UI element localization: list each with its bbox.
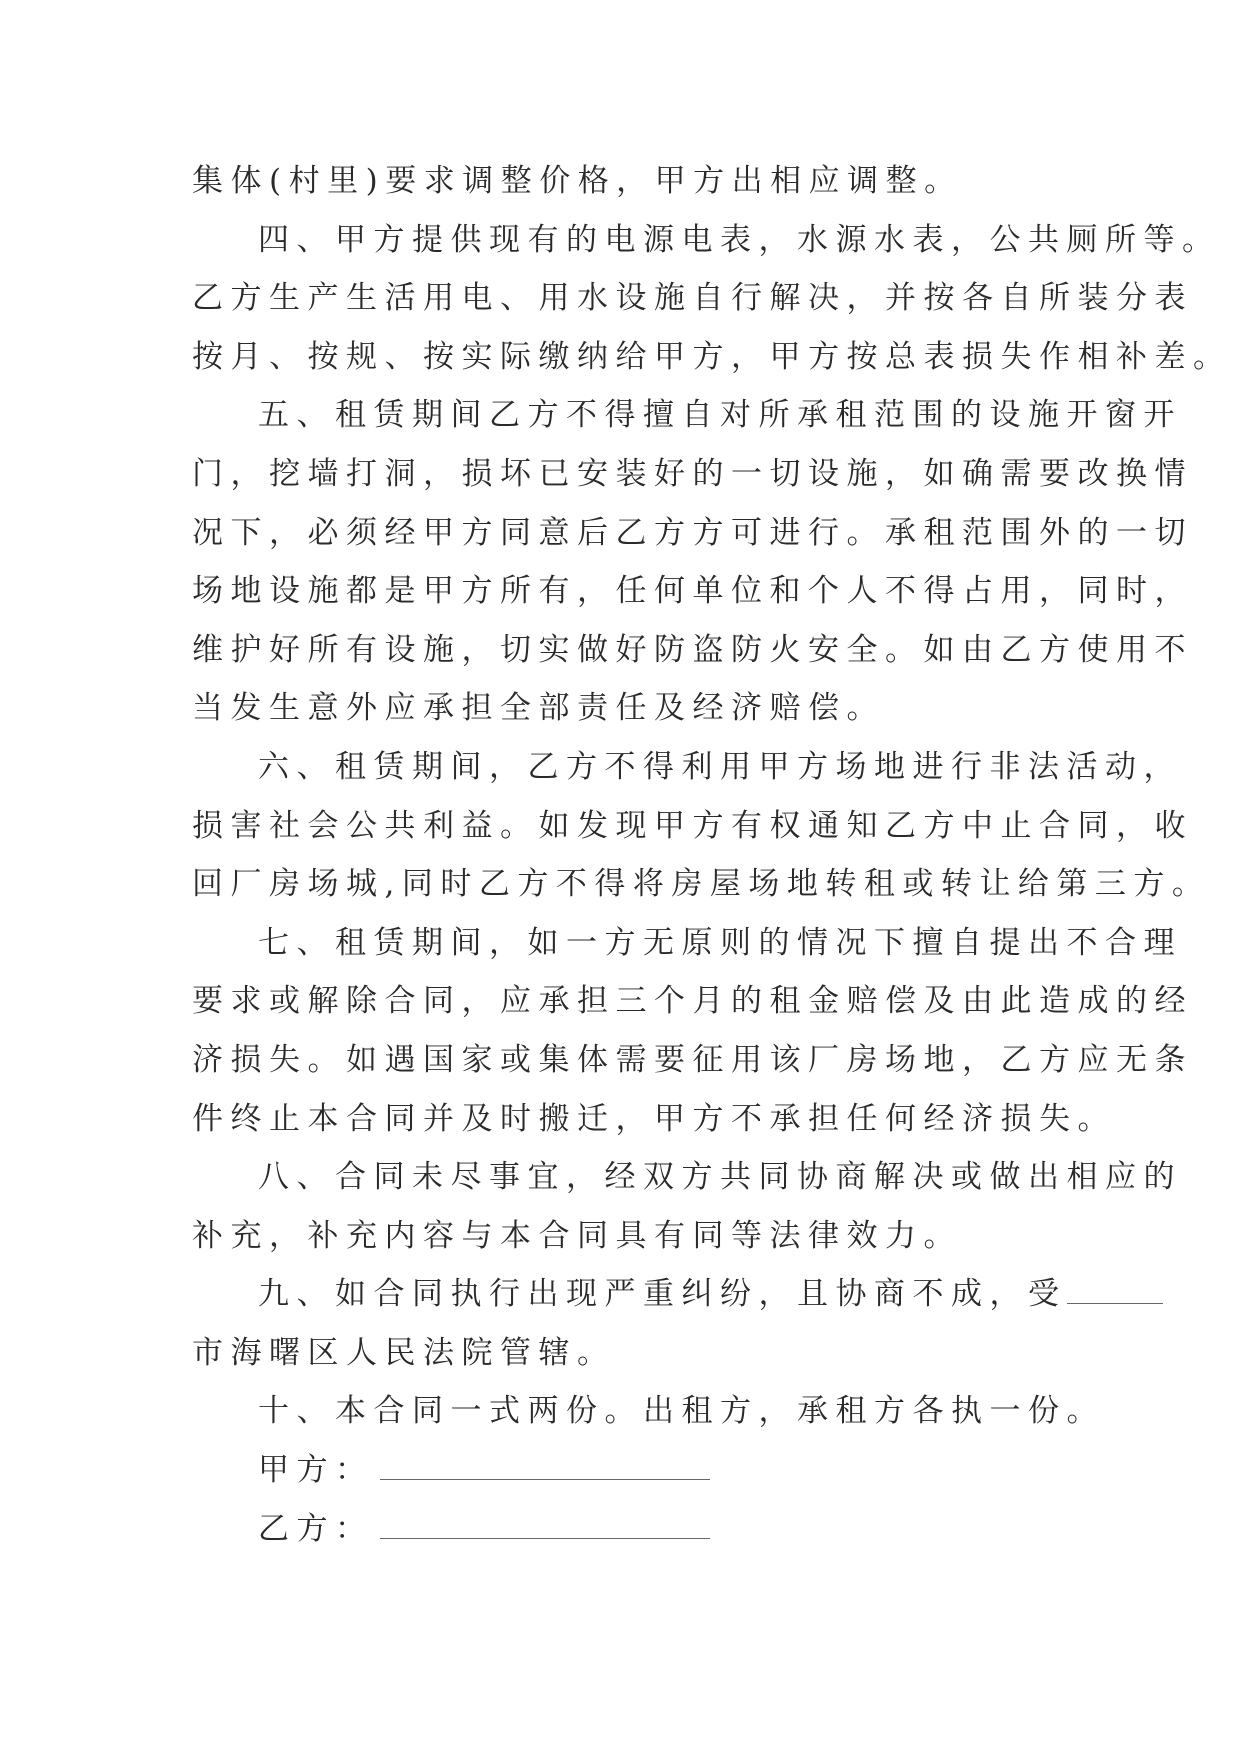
text-line: 门，挖墙打洞，损坏已安装好的一切设施，如确需要改换情	[192, 455, 1193, 492]
text-line: 回厂房场城,同时乙方不得将房屋场地转租或转让给第三方。	[192, 866, 1211, 903]
contract-body	[192, 152, 1232, 1265]
text-line: 要求或解除合同，应承担三个月的租金赔偿及由此造成的经	[192, 983, 1193, 1020]
party-a-signature-blank	[380, 1453, 710, 1480]
text-line: 济损失。如遇国家或集体需要征用该厂房场地，乙方应无条	[192, 1041, 1193, 1078]
text-line: 乙方生产生活用电、用水设施自行解决，并按各自所装分表	[192, 280, 1193, 317]
text-line: 四、甲方提供现有的电源电表，水源水表，公共厕所等。	[258, 221, 1221, 258]
party-b-label: 乙方：	[258, 1510, 374, 1547]
text-line: 补充，补充内容与本合同具有同等法律效力。	[192, 1217, 962, 1254]
text-line: 八、合同未尽事宜，经双方共同协商解决或做出相应的	[258, 1159, 1182, 1196]
text-line: 件终止本合同并及时搬迁，甲方不承担任何经济损失。	[192, 1100, 1116, 1137]
party-b-signature-blank	[380, 1512, 710, 1539]
text-line: 当发生意外应承担全部责任及经济赔偿。	[192, 690, 885, 727]
party-b-signature-line	[192, 1500, 1052, 1559]
text-line: 集体(村里)要求调整价格，甲方出相应调整。	[192, 163, 963, 199]
document-page	[192, 152, 1232, 1558]
clause-9-line	[192, 1265, 1067, 1324]
clause-10-line: 十、本合同一式两份。出租方，承租方各执一份。	[258, 1393, 1105, 1430]
clause-9-text: 九、如合同执行出现严重纠纷，且协商不成，受	[258, 1276, 1067, 1313]
party-a-signature-line	[192, 1441, 1052, 1500]
clause-9-continuation: 市海曙区人民法院管辖。	[192, 1334, 616, 1371]
text-line: 况下，必须经甲方同意后乙方方可进行。承租范围外的一切	[192, 514, 1193, 551]
text-line: 六、租赁期间，乙方不得利用甲方场地进行非法活动，	[258, 748, 1182, 785]
party-a-label: 甲方：	[258, 1452, 374, 1489]
text-line: 五、租赁期间乙方不得擅自对所承租范围的设施开窗开	[258, 397, 1182, 434]
text-line: 损害社会公共利益。如发现甲方有权通知乙方中止合同，收	[192, 807, 1193, 844]
text-line: 场地设施都是甲方所有，任何单位和个人不得占用，同时，	[192, 573, 1193, 610]
text-line: 七、租赁期间，如一方无原则的情况下擅自提出不合理	[258, 924, 1182, 961]
text-line: 维护好所有设施，切实做好防盗防火安全。如由乙方使用不	[192, 631, 1193, 668]
court-city-blank	[1067, 1279, 1163, 1304]
text-line: 按月、按规、按实际缴纳给甲方，甲方按总表损失作相补差。	[192, 338, 1232, 375]
